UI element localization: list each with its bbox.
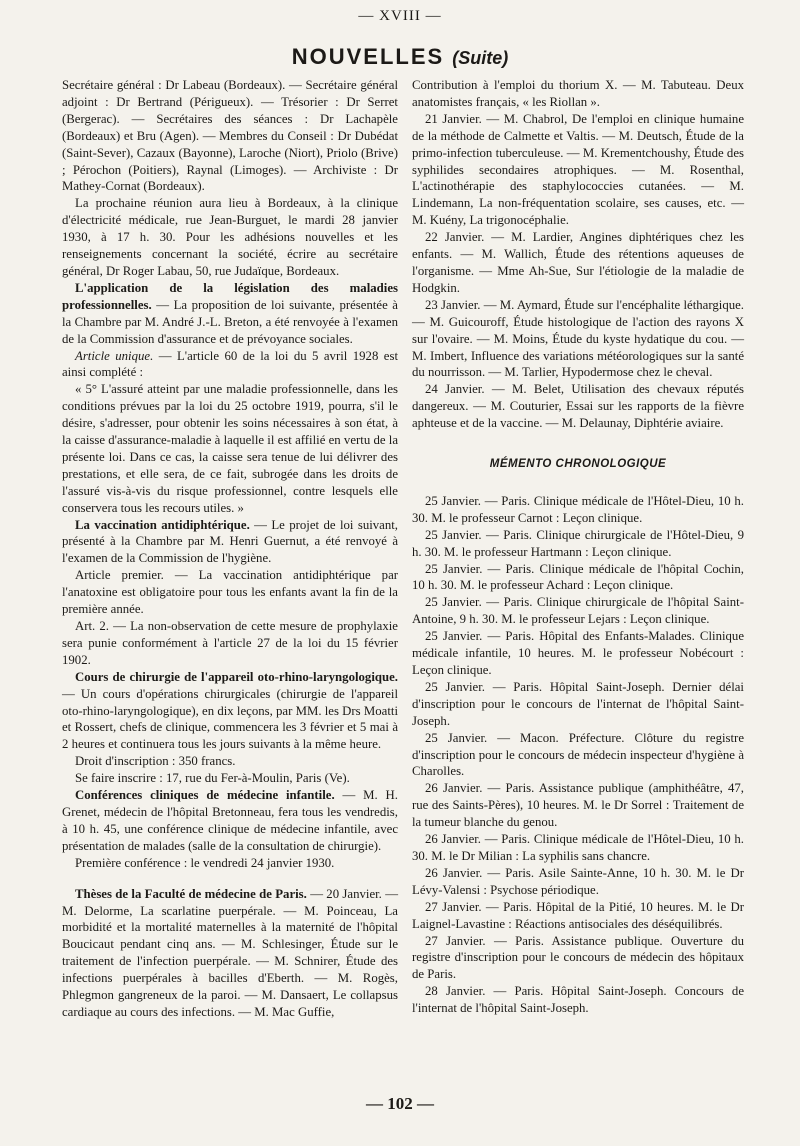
paragraph-text: — M. H. Grenet, médecin de l'hôpital Bretonneau, fera tous les vendredis, à 10 h. 45, une conférence clinique de médecine infantile, avec présentation de malades (salle de la consultation de chirurgie). xyxy=(62,788,399,853)
paragraph-theses-23: 23 Janvier. — M. Aymard, Étude sur l'encéphalite léthargique. — M. Guicouroff, Étude histologique de l'action des rayons X sur l'ovaire. — M. Moins, Étude du kyste hydatique du cou. — M. Imbert, Influence des variations météorologiques sur la santé du nourrisson. — M. Tarlier, Hypodermose chez le cheval. xyxy=(412,297,744,380)
left-column xyxy=(62,77,398,1021)
memento-entry: 26 Janvier. — Paris. Asile Sainte-Anne, 10 h. 30. M. le Dr Lévy-Valensi : Psychose périodique. xyxy=(412,865,744,897)
paragraph-article-2 xyxy=(62,618,398,669)
memento-entry: 26 Janvier. — Paris. Clinique médicale de l'Hôtel-Dieu, 10 h. 30. M. le Dr Milian : La syphilis sans chancre. xyxy=(412,832,744,863)
article-heading: Art. 2. xyxy=(75,619,109,633)
paragraph-theses-24: 24 Janvier. — M. Belet, Utilisation des chevaux réputés dangereux. — M. Couturier, Essai sur les rapports de la fièvre aphteuse et de la vaccine. — M. Delaunay, Diphtérie aviaire. xyxy=(412,382,744,431)
paragraph-text: — Un cours d'opérations chirurgicales (chirurgie de l'appareil oto-rhino-laryngologique), en dix leçons, par MM. les Drs Moatti et Rossert, chefs de clinique, commencera les 3 février et 5 mai à 2 heures et continuera tous les jours suivants à la même heure. xyxy=(62,686,398,752)
section-heading: Cours de chirurgie de l'appareil oto-rhino-laryngologique. xyxy=(75,669,398,684)
paragraph-vaccination xyxy=(62,517,398,568)
section-heading: L'application de la législation des maladies professionnelles. xyxy=(62,280,398,312)
article-heading: Article unique. xyxy=(75,348,154,363)
paragraph-first-conference: Première conférence : le vendredi 24 janvier 1930. xyxy=(75,855,335,870)
paragraph-orl-course xyxy=(62,669,398,754)
paragraph-theses xyxy=(62,886,398,1021)
paragraph-occupational-diseases xyxy=(62,280,398,348)
right-column xyxy=(412,77,744,1017)
paragraph-article-unique xyxy=(62,348,398,382)
paragraph-theses-22: 22 Janvier. — M. Lardier, Angines diphtériques chez les enfants. — M. Wallich, Étude des rétentions aqueuses de l'organisme. — Mme Ah-Sue, Sur l'étiologie de la maladie de Hodgkin. xyxy=(412,230,744,295)
section-heading: Conférences cliniques de médecine infantile. xyxy=(75,788,335,803)
memento-entry: 25 Janvier. — Paris. Clinique chirurgicale de l'hôpital Saint-Antoine, 9 h. 30. M. le professeur Lejars : Leçon clinique. xyxy=(412,595,744,627)
section-heading: La vaccination antidiphtérique. xyxy=(75,517,250,532)
paragraph-next-meeting: La prochaine réunion aura lieu à Bordeaux, à la clinique d'électricité médicale, rue Jean-Burguet, le mardi 28 janvier 1930, à 17 h. 30. Pour les adhésions nouvelles et les renseignements concernant la société, écrire au secrétaire général, Dr Roger Labau, 50, rue Judaïque, Bordeaux. xyxy=(62,196,398,278)
memento-entry: 25 Janvier. — Paris. Clinique médicale de l'Hôtel-Dieu, 10 h. 30. M. le professeur Carnot : Leçon clinique. xyxy=(412,493,744,525)
paragraph-fee: Droit d'inscription : 350 francs. xyxy=(75,754,236,769)
memento-entry: 25 Janvier. — Paris. Hôpital des Enfants-Malades. Clinique médicale infantile, 10 heures. M. le professeur Nobécourt : Leçon clinique. xyxy=(412,629,744,677)
running-head: — XVIII — xyxy=(358,8,442,24)
memento-entry: 25 Janvier. — Paris. Hôpital Saint-Joseph. Dernier délai d'inscription pour le concours de l'internat de l'hôpital Saint-Joseph. xyxy=(412,679,744,728)
memento-heading: MÉMENTO CHRONOLOGIQUE xyxy=(489,458,667,471)
title-text: NOUVELLES xyxy=(291,44,445,69)
memento-entry: 27 Janvier. — Paris. Assistance publique. Ouverture du registre d'inscription pour le concours de médecin des hôpitaux de Paris. xyxy=(412,933,744,982)
memento-entry: 25 Janvier. — Paris. Clinique chirurgicale de l'Hôtel-Dieu, 9 h. 30. M. le professeur Hartmann : Leçon clinique. xyxy=(412,527,744,559)
paragraph-article-premier xyxy=(62,567,398,618)
paragraph-text: — La vaccination antidiphtérique par l'anatoxine est obligatoire pour tous les enfants avant la fin de la première année. xyxy=(62,568,399,617)
paragraph-text: — La non-observation de cette mesure de prophylaxie sera punie conformément à l'article 27 de la loi du 15 février 1902. xyxy=(62,619,398,667)
paragraph-text: — Le projet de loi suivant, présenté à la Chambre par M. Henri Guernut, a été renvoyé à l'examen de la Commission de l'hygiène. xyxy=(62,517,399,566)
paragraph-theses-continued: Contribution à l'emploi du thorium X. — M. Tabuteau. Deux anatomistes français, « les Riollan ». xyxy=(412,78,744,109)
paragraph-society-officers: Secrétaire général : Dr Labeau (Bordeaux). — Secrétaire général adjoint : Dr Bertrand (Périgueux). — Trésorier : Dr Serret (Bergerac). — Secrétaires des séances : Dr Lachapèle (Bordeaux) et Bru (Agen). — Membres du Conseil : Dr Dubédat (Saint-Sever), Cazaux (Bayonne), Laroche (Niort), Priolo (Brive) ; Pérochon (Poitiers), Raynal (Limoges). — Archiviste : Dr Mathey-Cornat (Bordeaux). xyxy=(62,78,398,194)
paragraph-pediatric-conferences xyxy=(62,787,398,855)
memento-entry: 25 Janvier. — Paris. Clinique médicale de l'hôpital Cochin, 10 h. 30. M. le professeur Achard : Leçon clinique. xyxy=(412,561,744,593)
section-heading: Thèses de la Faculté de médecine de Paris. xyxy=(75,886,307,901)
page-title xyxy=(0,44,800,70)
paragraph-theses-21: 21 Janvier. — M. Chabrol, De l'emploi en clinique humaine de la méthode de Calmette et Valtis. — M. Deutsch, Étude de la primo-infection tuberculeuse. — M. Krementchoushy, Étude des syphilides secondaires atrophiques. — M. Rosenthal, L'actinothérapie des staphylococcies cutanées. — M. Lindemann, La non-fréquentation scolaire, ses causes, etc. — M. Kuény, La trigonocéphalie. xyxy=(412,111,744,228)
memento-entry: 28 Janvier. — Paris. Hôpital Saint-Joseph. Concours de l'internat de l'hôpital Saint-Joseph. xyxy=(412,984,744,1016)
paragraph-quote: « 5° L'assuré atteint par une maladie professionnelle, dans les conditions prévues par la loi du 25 octobre 1919, pourra, s'il le désire, s'adresser, pour obtenir les soins nécessaires à son état, à la caisse d'assurance-maladie à laquelle il est affilié en vertu de la présente loi. Dans ce cas, la caisse sera tenue de lui délivrer des prestations, et elle sera, de ce fait, subrogée dans les droits de l'assuré vis-à-vis du risque professionnel, contre lesquels elle conservera tous les recours utiles. » xyxy=(62,382,398,515)
title-suite: (Suite) xyxy=(452,48,509,68)
page-number: — 102 — xyxy=(366,1094,434,1113)
article-heading: Article premier. xyxy=(75,568,164,583)
paragraph-text: — 20 Janvier. — M. Delorme, La scarlatine puerpérale. — M. Poinceau, La morbidité et la mortalité maternelles à la maternité de l'hôpital Boucicaut pendant cinq ans. — M. Schlesinger, Étude sur le traitement de l'infection puerpérale. — M. Schnirer, Étude des infections puerpérales à bacilles d'Eberth. — M. Rogès, Phlegmon gangreneux de la paroi. — M. Dansaert, Le collapsus cardiaque au cours des infections. — M. Mac Guffie, xyxy=(62,886,398,1019)
paragraph-address: Se faire inscrire : 17, rue du Fer-à-Moulin, Paris (Ve). xyxy=(75,771,350,786)
memento-entry: 25 Janvier. — Macon. Préfecture. Clôture du registre d'inscription pour le concours de médecin inspecteur d'hygiène à Charolles. xyxy=(412,730,744,779)
paragraph-text: — La proposition de loi suivante, présentée à la Chambre par M. André J.-L. Breton, a été renvoyée à l'examen de la Commission d'assurance et de prévoyance sociales. xyxy=(62,297,398,346)
paragraph-text: — L'article 60 de la loi du 5 avril 1928 est ainsi complété : xyxy=(62,348,398,380)
memento-entry: 26 Janvier. — Paris. Assistance publique (amphithéâtre, 47, rue des Saints-Pères), 10 heures. M. le Dr Sorrel : Traitement de la tumeur blanche du genou. xyxy=(412,781,744,830)
memento-entry: 27 Janvier. — Paris. Hôpital de la Pitié, 10 heures. M. le Dr Laignel-Lavastine : Réactions antisociales des déséquilibrés. xyxy=(412,899,744,931)
